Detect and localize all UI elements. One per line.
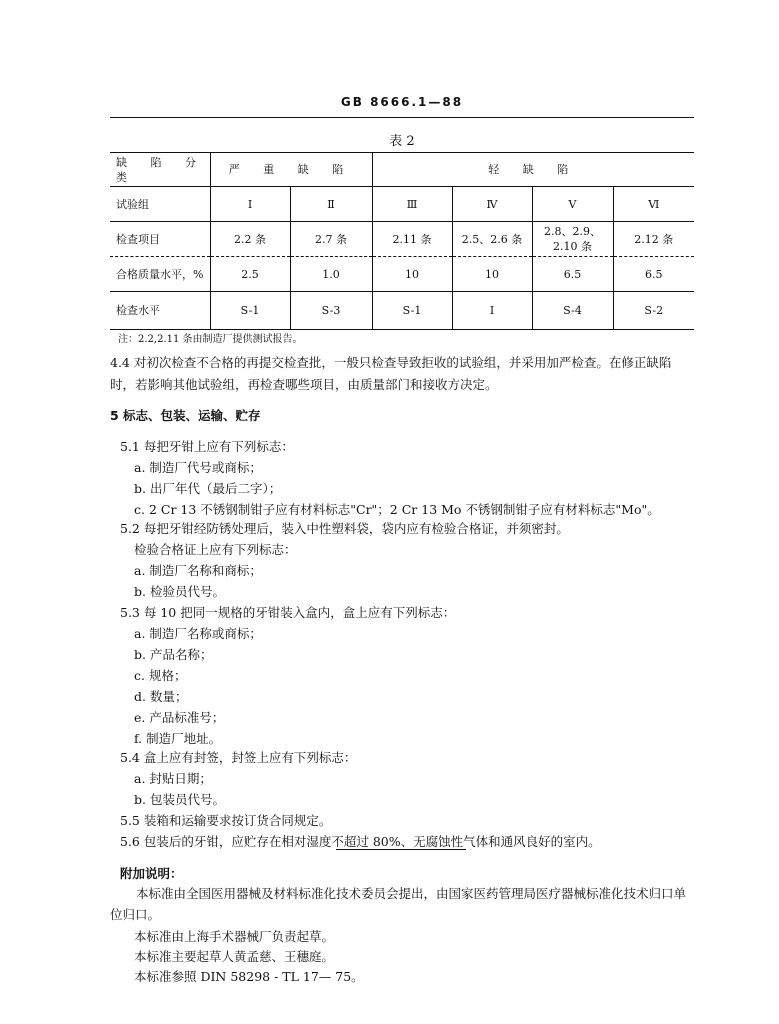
- clause-5-4: 5.4 盒上应有封签，封签上应有下列标志：: [120, 750, 357, 765]
- clause-5-6: 5.6 包装后的牙钳，应贮存在相对湿度不超过 80%、无腐蚀性气体和通风良好的室内。: [120, 834, 601, 849]
- header-rule: [110, 117, 694, 118]
- section-5-title: 5 标志、包装、运输、贮存: [110, 408, 261, 423]
- list-item: a. 制造厂代号或商标；: [134, 460, 262, 475]
- defect-class-label: 缺 陷 分 类: [110, 153, 210, 187]
- appendix-title: 附加说明：: [120, 866, 183, 881]
- light-defect-header: 轻 缺 陷: [372, 153, 694, 187]
- table-cell: 2.12 条: [613, 222, 694, 257]
- table-cell: Ⅲ: [372, 187, 452, 222]
- clause-5-3: 5.3 每 10 把同一规格的牙钳装入盒内，盒上应有下列标志：: [120, 605, 456, 620]
- list-item: b. 产品名称；: [134, 647, 213, 662]
- separator-rule: [336, 849, 466, 850]
- table-cell: Ⅴ: [532, 187, 613, 222]
- list-item: b. 包装员代号。: [134, 792, 225, 807]
- clause-5-1: 5.1 每把牙钳上应有下列标志：: [120, 439, 294, 454]
- clause-5-5: 5.5 装箱和运输要求按订货合同规定。: [120, 813, 332, 828]
- table-cell: 2.8、2.9、2.10 条: [532, 222, 613, 257]
- appendix-paragraph: 本标准主要起草人黄孟慈、王穗庭。: [134, 949, 335, 964]
- list-item: c. 2 Cr 13 不锈钢制钳子应有材料标志"Cr"；2 Cr 13 Mo 不锈钢制钳子应有材料标志"Mo"。: [134, 502, 660, 517]
- table-cell: 10: [452, 257, 532, 292]
- list-item: d. 数量；: [134, 689, 188, 704]
- list-item: a. 封贴日期；: [134, 771, 212, 786]
- table-cell: S-4: [532, 292, 613, 330]
- table-row: [110, 292, 694, 330]
- row-label: 合格质量水平，%: [110, 257, 210, 292]
- table-cell: 2.5: [210, 257, 290, 292]
- appendix-paragraph: 本标准参照 DIN 58298 - TL 17— 75。: [134, 969, 364, 984]
- table-cell: 2.11 条: [372, 222, 452, 257]
- paragraph-4-4: 4.4 对初次检查不合格的再提交检查批，一般只检查导致拒收的试验组，并采用加严检查。在修正缺陷时，若影响其他试验组，再检查哪些项目，由质量部门和接收方决定。: [110, 355, 672, 392]
- table-cell: 6.5: [532, 257, 613, 292]
- table-row: [110, 153, 694, 187]
- table-title: 表 2: [389, 134, 415, 149]
- table-row: [110, 257, 694, 292]
- table-cell: S-1: [372, 292, 452, 330]
- row-label: 检查项目: [110, 222, 210, 257]
- table-cell: 6.5: [613, 257, 694, 292]
- row-label: 检查水平: [110, 292, 210, 330]
- severe-defect-header: 严 重 缺 陷: [210, 153, 372, 187]
- appendix-paragraph: 本标准由全国医用器械及材料标准化技术委员会提出，由国家医药管理局医疗器械标准化技术归口单位归口。: [110, 886, 687, 922]
- list-item: c. 规格；: [134, 668, 187, 683]
- clause-5-2: 5.2 每把牙钳经防锈处理后，装入中性塑料袋，袋内应有检验合格证，并须密封。: [120, 521, 569, 536]
- table-cell: Ⅰ: [452, 292, 532, 330]
- table-cell: Ⅵ: [613, 187, 694, 222]
- table-cell: 2.5、2.6 条: [452, 222, 532, 257]
- table-cell: Ⅳ: [452, 187, 532, 222]
- table-cell: 10: [372, 257, 452, 292]
- list-item: a. 制造厂名称或商标；: [134, 626, 262, 641]
- inspection-table: [110, 152, 694, 330]
- table-cell: 2.2 条: [210, 222, 290, 257]
- table-row: [110, 222, 694, 257]
- table-cell: 2.7 条: [290, 222, 372, 257]
- list-item: a. 制造厂名称和商标；: [134, 563, 262, 578]
- table-cell: S-2: [613, 292, 694, 330]
- list-item: b. 出厂年代（最后二字）；: [134, 481, 282, 496]
- table-cell: Ⅰ: [210, 187, 290, 222]
- row-label: 试验组: [110, 187, 210, 222]
- table-cell: Ⅱ: [290, 187, 372, 222]
- list-item: f. 制造厂地址。: [134, 731, 222, 746]
- list-item: e. 产品标准号；: [134, 710, 225, 725]
- table-cell: S-3: [290, 292, 372, 330]
- table-note: 注：2.2,2.11 条由制造厂提供测试报告。: [118, 334, 303, 345]
- standard-number-header: GB 8666.1—88: [340, 95, 464, 109]
- table-cell: S-1: [210, 292, 290, 330]
- clause-text: 检验合格证上应有下列标志：: [134, 542, 297, 557]
- table-cell: 1.0: [290, 257, 372, 292]
- list-item: b. 检验员代号。: [134, 584, 225, 599]
- table-row: [110, 187, 694, 222]
- appendix-paragraph: 本标准由上海手术器械厂负责起草。: [134, 929, 335, 944]
